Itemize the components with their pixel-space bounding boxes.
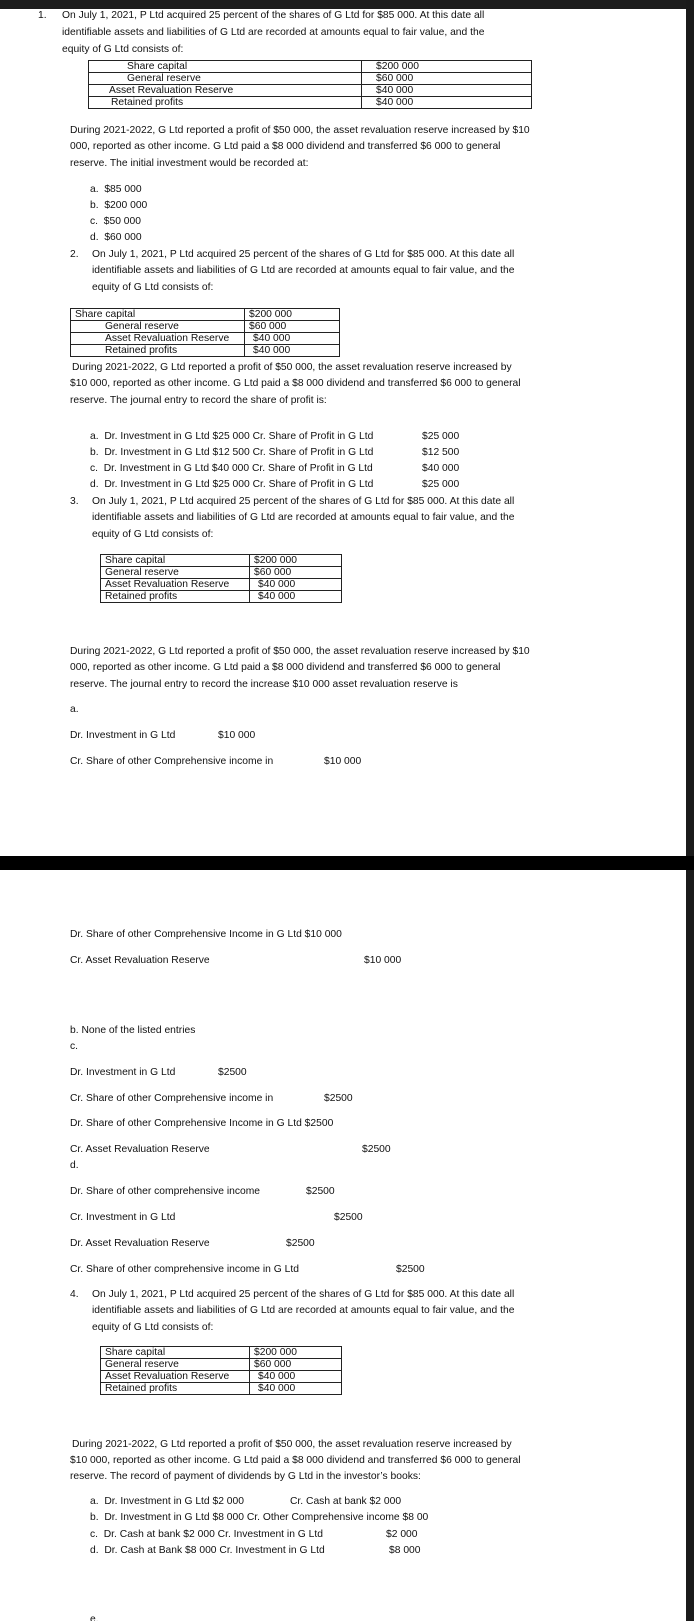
q1-during-2: 000, reported as other income. G Ltd paid a $8 000 dividend and transferred $6 000 to general — [70, 141, 501, 152]
q2-option-d[interactable] — [90, 478, 373, 492]
text: Dr. Investment in G Ltd $2 000 — [104, 1496, 244, 1507]
q3-equity-table — [100, 554, 342, 603]
cell: Retained profits — [101, 591, 250, 603]
q3-during-1: During 2021-2022, G Ltd reported a profit of $50 000, the asset revaluation reserve increased by $10 — [70, 646, 530, 657]
text: Dr. Investment in G Ltd $12 500 Cr. Share of Profit in G Ltd — [104, 447, 374, 458]
label: b. — [90, 447, 99, 458]
amount: $12 500 — [422, 447, 460, 458]
entry-amount: $2500 — [334, 1212, 363, 1223]
q4-option-e-cut: e. — [90, 1614, 99, 1621]
cell: $60 000 — [362, 73, 532, 85]
amount: Cr. Cash at bank $2 000 — [290, 1496, 402, 1507]
cell: $40 000 — [250, 1383, 342, 1395]
entry-amount: $10 000 — [218, 730, 256, 741]
entry-text: Dr. Asset Revaluation Reserve — [70, 1238, 210, 1249]
q2-equity-table — [70, 308, 340, 357]
q4-during-2: $10 000, reported as other income. G Ltd paid a $8 000 dividend and transferred $6 000 to general — [70, 1455, 521, 1466]
q2-option-a[interactable] — [90, 430, 373, 444]
entry-text: Cr. Investment in G Ltd — [70, 1212, 176, 1223]
cell: $40 000 — [362, 85, 532, 97]
label: b. — [90, 200, 99, 211]
cell: $40 000 — [250, 579, 342, 591]
q2-stem-1: On July 1, 2021, P Ltd acquired 25 percent of the shares of G Ltd for $85 000. At this date all — [92, 249, 515, 260]
text: Dr. Cash at Bank $8 000 Cr. Investment in G Ltd — [104, 1545, 325, 1556]
q4-option-c[interactable] — [90, 1528, 323, 1542]
cell: $60 000 — [245, 321, 340, 333]
cell: $40 000 — [250, 591, 342, 603]
label: a. — [90, 1496, 99, 1507]
cell: $40 000 — [245, 333, 340, 345]
cell: $40 000 — [362, 97, 532, 109]
entry-text: Cr. Share of other comprehensive income in G Ltd — [70, 1264, 299, 1275]
cell: $60 000 — [250, 567, 342, 579]
q3-option-b[interactable]: b. None of the listed entries — [70, 1025, 196, 1036]
cell: Share capital — [101, 1347, 250, 1359]
q2-stem-3: equity of G Ltd consists of: — [92, 282, 214, 293]
label: c. — [90, 216, 99, 227]
cell: Retained profits — [89, 97, 362, 109]
q3-number: 3. — [70, 496, 79, 507]
cell: General reserve — [89, 73, 362, 85]
label: a. — [90, 431, 99, 442]
q4-option-b[interactable] — [90, 1511, 428, 1525]
entry-text: Cr. Share of other Comprehensive income in — [70, 1093, 274, 1104]
cell: $200 000 — [362, 61, 532, 73]
label: d. — [90, 232, 99, 243]
q4-during-3: reserve. The record of payment of dividends by G Ltd in the investor’s books: — [70, 1471, 421, 1482]
cell: Asset Revaluation Reserve — [89, 85, 362, 97]
entry-amount: $10 000 — [324, 756, 362, 767]
label: c. — [90, 1529, 99, 1540]
entry-amount: $2500 — [306, 1186, 335, 1197]
amount: $8 000 — [389, 1545, 421, 1556]
q1-during-3: reserve. The initial investment would be recorded at: — [70, 158, 309, 169]
cell: $60 000 — [250, 1359, 342, 1371]
q4-stem-2: identifiable assets and liabilities of G Ltd are recorded at amounts equal to fair value, and the — [92, 1305, 515, 1316]
q1-stem-1: On July 1, 2021, P Ltd acquired 25 percent of the shares of G Ltd for $85 000. At this date all — [62, 10, 485, 21]
q4-number: 4. — [70, 1289, 79, 1300]
scrollbar[interactable] — [686, 0, 694, 1621]
q1-stem-2: identifiable assets and liabilities of G Ltd are recorded at amounts equal to fair value, and the — [62, 27, 485, 38]
q3-option-d-label[interactable]: d. — [70, 1160, 79, 1171]
entry-amount: $10 000 — [364, 955, 402, 966]
page-break-band — [0, 856, 694, 870]
q3-option-a-label[interactable]: a. — [70, 704, 79, 715]
cell: Retained profits — [71, 345, 245, 357]
entry-text: Dr. Share of other Comprehensive Income in G Ltd $2500 — [70, 1118, 334, 1129]
label: d. — [90, 479, 99, 490]
q4-option-a[interactable] — [90, 1495, 244, 1509]
cell: Asset Revaluation Reserve — [101, 1371, 250, 1383]
q2-option-c[interactable] — [90, 462, 373, 476]
q1-number: 1. — [38, 10, 47, 21]
q4-stem-3: equity of G Ltd consists of: — [92, 1322, 214, 1333]
amount: $25 000 — [422, 479, 460, 490]
entry-amount: $2500 — [286, 1238, 315, 1249]
q3-option-c-label[interactable]: c. — [70, 1041, 79, 1052]
text: Dr. Cash at bank $2 000 Cr. Investment in G Ltd — [103, 1529, 323, 1540]
cell: Share capital — [71, 309, 245, 321]
q2-during-1: During 2021-2022, G Ltd reported a profit of $50 000, the asset revaluation reserve increased by — [72, 362, 512, 373]
amount: $40 000 — [422, 463, 460, 474]
text: Dr. Investment in G Ltd $25 000 Cr. Share of Profit in G Ltd — [104, 431, 374, 442]
q1-option-b[interactable] — [90, 199, 147, 213]
q1-option-c[interactable] — [90, 215, 141, 229]
entry-text: Cr. Asset Revaluation Reserve — [70, 1144, 210, 1155]
text: Dr. Investment in G Ltd $25 000 Cr. Share of Profit in G Ltd — [104, 479, 374, 490]
q3-stem-2: identifiable assets and liabilities of G Ltd are recorded at amounts equal to fair value, and the — [92, 512, 515, 523]
q2-during-3: reserve. The journal entry to record the share of profit is: — [70, 395, 327, 406]
q3-stem-1: On July 1, 2021, P Ltd acquired 25 percent of the shares of G Ltd for $85 000. At this date all — [92, 496, 515, 507]
entry-text: Cr. Share of other Comprehensive income in — [70, 756, 274, 767]
cell: Asset Revaluation Reserve — [101, 579, 250, 591]
q4-stem-1: On July 1, 2021, P Ltd acquired 25 percent of the shares of G Ltd for $85 000. At this date all — [92, 1289, 515, 1300]
cell: General reserve — [101, 567, 250, 579]
q2-during-2: $10 000, reported as other income. G Ltd paid a $8 000 dividend and transferred $6 000 to general — [70, 378, 521, 389]
cell: Asset Revaluation Reserve — [71, 333, 245, 345]
cell: $40 000 — [250, 1371, 342, 1383]
q2-number: 2. — [70, 249, 79, 260]
entry-text: Dr. Investment in G Ltd — [70, 1067, 176, 1078]
text: $200 000 — [104, 200, 148, 211]
q2-stem-2: identifiable assets and liabilities of G Ltd are recorded at amounts equal to fair value, and the — [92, 265, 515, 276]
q1-equity-table — [88, 60, 532, 109]
entry-text: Cr. Asset Revaluation Reserve — [70, 955, 210, 966]
label: d. — [90, 1545, 99, 1556]
label: a. — [90, 184, 99, 195]
entry-text: Dr. Investment in G Ltd — [70, 730, 176, 741]
q1-option-d[interactable] — [90, 231, 142, 245]
cell: Share capital — [101, 555, 250, 567]
label: c. — [90, 463, 99, 474]
cell: $200 000 — [250, 1347, 342, 1359]
q4-during-1: During 2021-2022, G Ltd reported a profit of $50 000, the asset revaluation reserve increased by — [72, 1439, 512, 1450]
cell: Share capital — [89, 61, 362, 73]
text: $60 000 — [104, 232, 142, 243]
entry-amount: $2500 — [218, 1067, 247, 1078]
amount: $2 000 — [386, 1529, 418, 1540]
q3-during-2: 000, reported as other income. G Ltd paid a $8 000 dividend and transferred $6 000 to general — [70, 662, 501, 673]
q1-option-a[interactable] — [90, 183, 142, 197]
entry-text: Dr. Share of other comprehensive income — [70, 1186, 261, 1197]
q2-option-b[interactable] — [90, 446, 373, 460]
window-top-bar — [0, 0, 694, 9]
text: $50 000 — [103, 216, 141, 227]
cell: General reserve — [71, 321, 245, 333]
q3-stem-3: equity of G Ltd consists of: — [92, 529, 214, 540]
entry-amount: $2500 — [324, 1093, 353, 1104]
q1-during-1: During 2021-2022, G Ltd reported a profit of $50 000, the asset revaluation reserve increased by $10 — [70, 125, 530, 136]
entry-amount: $2500 — [396, 1264, 425, 1275]
text: Dr. Investment in G Ltd $8 000 Cr. Other Comprehensive income $8 00 — [104, 1512, 429, 1523]
q1-stem-3: equity of G Ltd consists of: — [62, 44, 184, 55]
amount: $25 000 — [422, 431, 460, 442]
cell: Retained profits — [101, 1383, 250, 1395]
text: $85 000 — [104, 184, 142, 195]
text: Dr. Investment in G Ltd $40 000 Cr. Share of Profit in G Ltd — [103, 463, 373, 474]
cell: $200 000 — [250, 555, 342, 567]
q4-equity-table — [100, 1346, 342, 1395]
cell: $40 000 — [245, 345, 340, 357]
q4-option-d[interactable] — [90, 1544, 325, 1558]
entry-text: Dr. Share of other Comprehensive Income in G Ltd $10 000 — [70, 929, 342, 940]
entry-amount: $2500 — [362, 1144, 391, 1155]
label: b. — [90, 1512, 99, 1523]
cell: $200 000 — [245, 309, 340, 321]
q3-during-3: reserve. The journal entry to record the increase $10 000 asset revaluation reserve is — [70, 679, 458, 690]
cell: General reserve — [101, 1359, 250, 1371]
